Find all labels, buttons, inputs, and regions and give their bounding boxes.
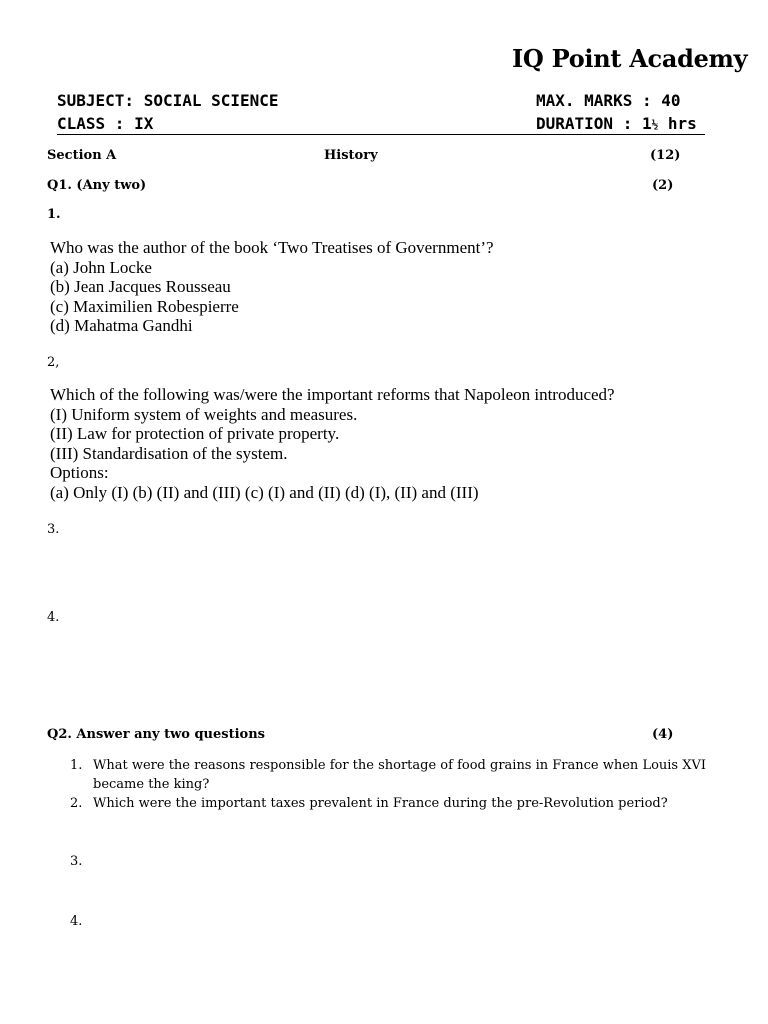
list-item [70, 794, 710, 813]
q1-item-option: Options: [50, 463, 109, 482]
q2-marks: (4) [652, 727, 674, 742]
q1-item-option: (c) Maximilien Robespierre [50, 296, 239, 316]
list-item-text: Which were the important taxes prevalent in France during the pre-Revolution period? [93, 796, 668, 811]
q1-item-option: (I) Uniform system of weights and measures. [50, 404, 358, 424]
q1-item-option: (a) John Locke [50, 257, 152, 277]
max-marks-label: MAX. MARKS : 40 [536, 91, 681, 110]
q1-label: Q1. (Any two) [47, 178, 147, 193]
list-item [70, 756, 710, 794]
duration-label [536, 114, 697, 133]
section-marks: (12) [650, 148, 681, 163]
q1-item-question: Which of the following was/were the important reforms that Napoleon introduced? [50, 385, 615, 404]
section-label: Section A [47, 148, 117, 163]
duration-fraction: ½ [651, 118, 659, 131]
q2-label: Q2. Answer any two questions [47, 727, 265, 742]
q1-item-number: 3. [47, 522, 60, 537]
q1-marks: (2) [652, 178, 674, 193]
list-item-text: What were the reasons responsible for the shortage of food grains in France when Louis XVI became the king? [93, 758, 707, 792]
duration-text: DURATION : 1 [536, 114, 652, 133]
q2-list [70, 756, 710, 813]
subject-label: SUBJECT: SOCIAL SCIENCE [57, 91, 279, 110]
q1-item-number: 1. [47, 207, 61, 222]
q1-item-block [50, 238, 494, 336]
list-item-number: 1. [70, 758, 83, 773]
class-label: CLASS : IX [57, 114, 154, 133]
q1-item-option: (d) Mahatma Gandhi [50, 316, 193, 335]
q1-item-question: Who was the author of the book ‘Two Treatises of Government’? [50, 238, 494, 257]
q1-item-option: (b) Jean Jacques Rousseau [50, 277, 231, 296]
list-item-number: 2. [70, 796, 83, 811]
academy-title: IQ Point Academy [512, 44, 748, 73]
q1-item-number: 2, [47, 355, 60, 370]
q1-item-option: (III) Standardisation of the system. [50, 443, 288, 463]
q2-item-number: 4. [70, 914, 83, 929]
q1-item-option: (II) Law for protection of private property. [50, 424, 340, 443]
q1-item-block [50, 385, 615, 502]
q1-item-option: (a) Only (I) (b) (II) and (III) (c) (I) and (II) (d) (I), (II) and (III) [50, 482, 479, 502]
q1-item-number: 4. [47, 610, 60, 625]
header-rule [57, 134, 705, 135]
duration-unit: hrs [658, 114, 697, 133]
q2-item-number: 3. [70, 854, 83, 869]
section-subject: History [324, 148, 378, 163]
